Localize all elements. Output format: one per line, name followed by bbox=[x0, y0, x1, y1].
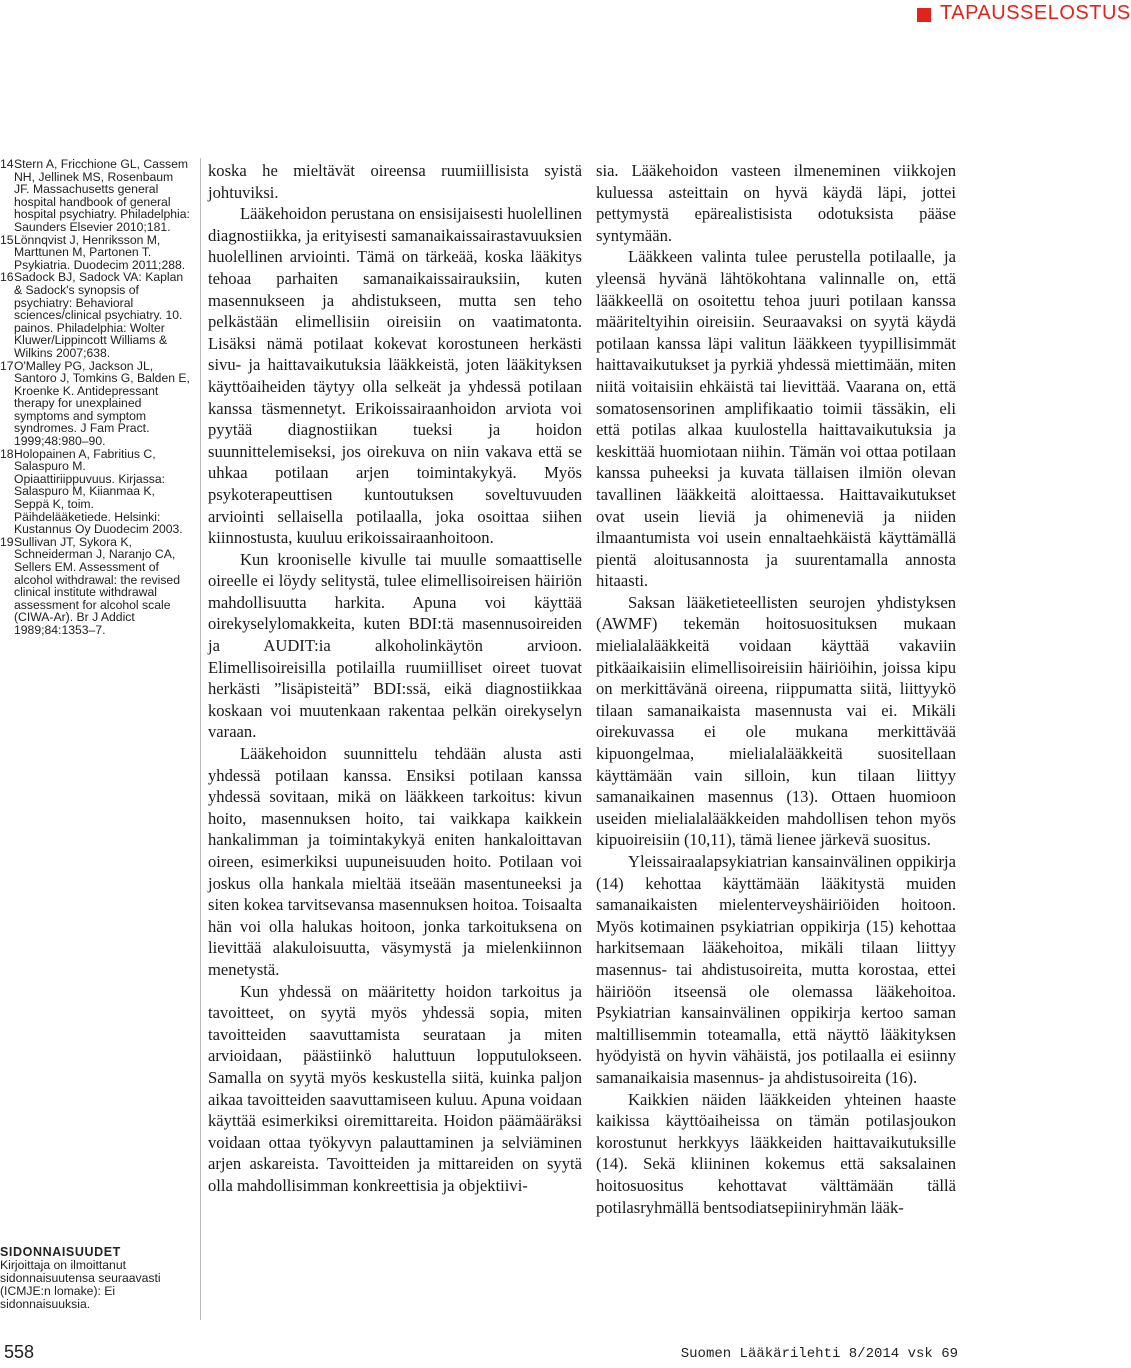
body-column-1-wrap bbox=[200, 0, 594, 1368]
reference-text: Sullivan JT, Sykora K, Schneiderman J, Naranjo CA, Sellers EM. Assessment of alcohol withdrawal: the revised clinical institute withdrawal assessment for alcohol scale (CIWA-Ar). Br J Addict 1989;84:1353–7. bbox=[14, 534, 180, 637]
paragraph: koska he mieltävät oireensa ruumiillisista syistä johtuviksi. bbox=[208, 161, 582, 202]
reference-item bbox=[0, 448, 190, 536]
body-column-2 bbox=[596, 160, 956, 1218]
reference-number: 15 bbox=[0, 232, 14, 247]
paragraph: Kun yhdessä on määritetty hoidon tarkoitus ja tavoitteet, on syytä myös yhdessä sopia, miten tavoitteiden saavuttamista seurataan ja miten arvioidaan, päästiinkö haluttuun lopputulokseen. Samalla on syytä myös keskustella siitä, kuinka paljon aikaa tavoitteiden saavuttamiseen kuluu. Apuna voidaan käyttää esimerkiksi oiremittareita. Hoidon päämääräksi voidaan ottaa työkyvyn palauttaminen ja selviäminen arjen askareista. Tavoitteiden ja mittareiden on syytä olla mahdollisimman konkreettisia ja objektiivi- bbox=[208, 981, 582, 1195]
paragraph: sia. Lääkehoidon vasteen ilmeneminen viikkojen kuluessa asteittain on hyvä käydä läpi, jottei pettymystä epärealistisista odotuksista pääse syntymään. bbox=[596, 161, 956, 245]
paragraph: Saksan lääketieteellisten seurojen yhdistyksen (AWMF) tekemän hoitosuosituksen mukaan mielialalääkkeitä voidaan käyttää vakaviin pitkäaikaisiin elimellisoireisiin häiriöihin, joissa kipu on merkittävänä oireena, riippumatta siitä, liittyykö tilaan samanaikaista masennusta vai ei. Mikäli oirekuvassa ei ole mukana merkittävää kipuongelmaa, mielialalääkkeitä suositellaan käyttämään vain silloin, kun tilaan liittyy samanaikainen masennus (13). Ottaen huomioon useiden mielialalääkkeiden mahdollisen tehon myös kipuoireisiin (10,11), tämä lienee järkevä suositus. bbox=[596, 592, 956, 850]
reference-item bbox=[0, 360, 190, 448]
reference-text: Sadock BJ, Sadock VA: Kaplan & Sadock's synopsis of psychiatry: Behavioral sciences/clinical psychiatry. 10. painos. Philadelphia: Wolter Kluwer/Lippincott Williams & Wilkins 2007;638. bbox=[14, 270, 184, 360]
reference-text: Stern A, Fricchione GL, Cassem NH, Jellinek MS, Rosenbaum JF. Massachusetts general hospital handbook of general hospital psychiatry. Philadelphia: Saunders Elsevier 2010;181. bbox=[14, 157, 190, 234]
reference-item bbox=[0, 234, 190, 272]
page-number: 558 bbox=[4, 1342, 35, 1362]
reference-item bbox=[0, 271, 190, 359]
section-title: TAPAUSSELOSTUS bbox=[940, 2, 1131, 24]
paragraph: Kaikkien näiden lääkkeiden yhteinen haaste kaikissa käyttöaiheissa on tämän potilasjoukon korostunut herkkyys lääkkeiden haittavaikutuksille (14). Sekä kliininen kokemus että saksalainen hoitosuositus kehottavat välttämään tällä potilasryhmällä bentsodiatsepiiniryhmän lääk- bbox=[596, 1089, 956, 1217]
paragraph: Lääkehoidon perustana on ensisijaisesti huolellinen diagnostiikka, ja erityisesti samanaikaissairastavuuksien huolellinen arviointi. Tämä on tärkeää, koska lääkitys tehoaa parhaiten samanaikaissairauksiin, kuten masennukseen ja ahdistukseen, mutta sen teho pelkästään elimellisiin oireisiin on vaatimatonta. Lisäksi nämä potilaat kokevat korostuneen herkästi sivu- ja haittavaikutuksia lääkkeistä, joten lääkityksen käyttöaiheiden täytyy olla selkeät ja yhdessä potilaan kanssa täsmennetyt. Erikoissairaanhoidon arviota voi pyytää diagnostiikan tueksi ja hoidon suunnittelemiseksi, jos oirekuva on niin vakava että se uhkaa potilaan arjen toimintakykyä. Myös psykoterapeuttisen kuntoutuksen soveltuvuuden arviointi sellaisella potilaalla, joka osoittaa siihen kiinnostusta, kuuluu erikoissairaanhoitoon. bbox=[208, 204, 582, 548]
paragraph: Lääkkeen valinta tulee perustella potilaalle, ja yleensä hyvänä lähtökohtana valinnalle on, että lääkkeellä on osoitettu tehoa juuri potilaan kanssa määriteltyihin oireisiin. Seuraavaksi on syytä käydä potilaan kanssa läpi valitun lääkkeen tyypillisimmät haittavaikutukset ja pyrkiä yhdessä miettimään, miten niitä voitaisiin ehkäistä tai lievittää. Vaarana on, että somatosensorinen amplifikaatio toimii tässäkin, eli että potilas alkaa kuulostella haittavaikutuksia ja keskittää huomiotaan niihin. Tämän voi ottaa potilaan kanssa puheeksi ja kuvata tällaisen ilmiön olevan tavallinen lääkkeitä aloittaessa. Haittavaikutukset ovat usein lieviä ja ohimeneviä ja niiden ilmaantumista voi usein ennaltaehkäistä käyttämällä pientä aloitusannosta ja suurentamalla annosta hitaasti. bbox=[596, 247, 956, 591]
reference-item bbox=[0, 536, 190, 637]
paragraph: Kun krooniselle kivulle tai muulle somaattiselle oireelle ei löydy selitystä, tulee elimellisoireisen häiriön mahdollisuutta harkita. Apuna voi käyttää oirekyselylomakkeita, kuten BDI:tä masennusoireiden ja AUDIT:ia alkoholinkäytön arvioon. Elimellisoireisilla potilailla ruumiilliset oireet tuovat herkästi ”lisäpisteitä” BDI:ssä, eikä diagnostiikkaa koskaan voi muutenkaan rakentaa pelkän oirekyselyn varaan. bbox=[208, 549, 582, 742]
body-column-1 bbox=[208, 160, 582, 1197]
reference-text: O'Malley PG, Jackson JL, Santoro J, Tomkins G, Balden E, Kroenke K. Antidepressant therapy for unexplained symptoms and symptom syndromes. J Fam Pract. 1999;48:980–90. bbox=[14, 358, 190, 449]
reference-text: Holopainen A, Fabritius C, Salaspuro M. Opiaattiriippuvuus. Kirjassa: Salaspuro M, Kiianmaa K, Seppä K, toim. Päihdelääketiede. Helsinki: Kustannus Oy Duodecim 2003. bbox=[14, 446, 183, 537]
reference-number: 16 bbox=[0, 270, 14, 285]
reference-number: 14 bbox=[0, 157, 14, 171]
conflicts-title: SIDONNAISUUDET bbox=[0, 1245, 121, 1259]
journal-info: Suomen Lääkärilehti 8/2014 vsk 69 bbox=[680, 1346, 958, 1362]
paragraph: Lääkehoidon suunnittelu tehdään alusta asti yhdessä potilaan kanssa. Ensiksi potilaan kanssa yhdessä sovitaan, mikä on lääkkeen tarkoitus: kivun hoito, masennuksen hoito, tai vaikkapa kaikkein hankalimman ja toimintakykyä eniten hankaloittavan oireen, esimerkiksi uupuneisuuden hoito. Potilaan voi joskus olla hankala mieltää itseään masentuneeksi ja siten kokea tarvitsevansa masennuksen hoitoa. Toisaalta hän voi olla halukas hoitoon, jonka tarkoituksena on lievittää alakuloisuutta, väsymystä ja mielenkiinnon menetystä. bbox=[208, 744, 582, 979]
conflicts-of-interest bbox=[0, 1246, 190, 1311]
body-column-2-wrap bbox=[596, 0, 960, 1368]
reference-number: 18 bbox=[0, 446, 14, 461]
reference-number: 17 bbox=[0, 358, 14, 373]
reference-item bbox=[0, 158, 190, 234]
conflicts-text: Kirjoittaja on ilmoittanut sidonnaisuutensa seuraavasti (ICMJE:n lomake): Ei sidonnaisuuksia. bbox=[0, 1258, 161, 1311]
reference-number: 19 bbox=[0, 534, 14, 549]
paragraph: Yleissairaalapsykiatrian kansainvälinen oppikirja (14) kehottaa käyttämään lääkitystä muiden samanaikaisten mielenterveyshäiriöiden hoitoon. Myös kotimainen psykiatrian oppikirja (15) kehottaa harkitsemaan lääkehoitoa, mikäli tilaan liittyy masennus- tai ahdistusoireita, mutta korostaa, ettei häiriöön itseensä ole olemassa lääkehoitoa. Psykiatrian kansainvälinen oppikirja kertoo saman maltillisemmin toteamalla, että näyttö lääkityksen hyödyistä on hyvin vähäistä, jos potilaalla ei esiinny samanaikaisia masennus- ja ahdistusoireita (16). bbox=[596, 852, 956, 1087]
reference-text: Lönnqvist J, Henriksson M, Marttunen M, Partonen T. Psykiatria. Duodecim 2011;288. bbox=[14, 232, 186, 272]
reference-list bbox=[0, 158, 190, 637]
